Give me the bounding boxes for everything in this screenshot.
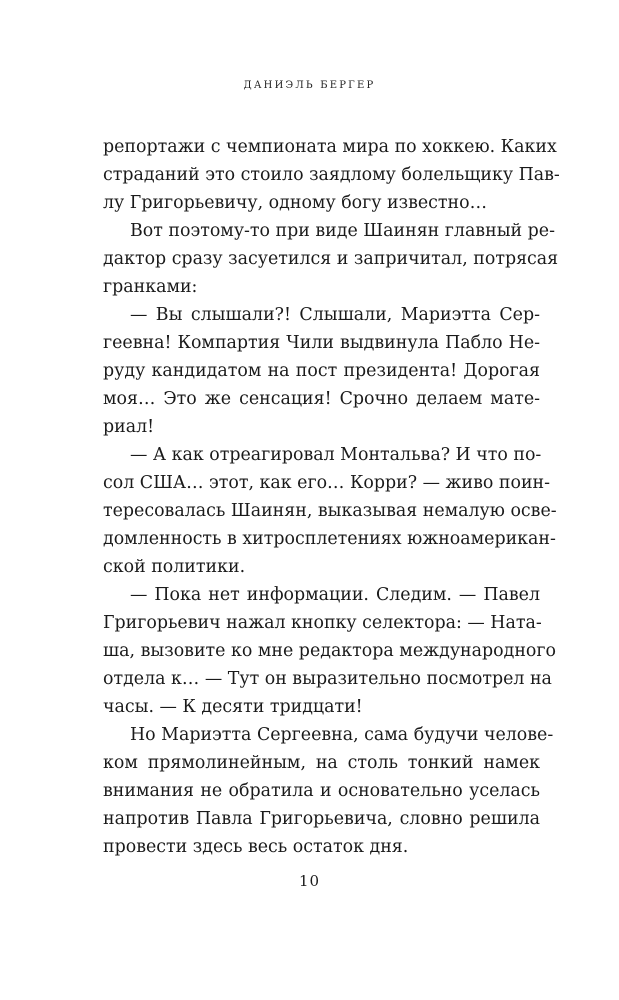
text-line: Но Мариэтта Сергеевна, сама будучи челове- — [130, 725, 554, 745]
text-line: страданий это стоило заядлому болельщику Пав- — [103, 165, 560, 185]
text-line: отдела к… — Тут он выразительно посмотрел на — [103, 669, 552, 689]
page-number: 10 — [298, 872, 321, 890]
text-line: Григорьевич нажал кнопку селектора: — Ната- — [103, 613, 542, 633]
text-line: ской политики. — [103, 557, 246, 577]
text-line: провести здесь весь остаток дня. — [103, 837, 409, 857]
running-head-author: ДАНИЭЛЬ БЕРГЕР — [243, 80, 376, 91]
text-line: домленность в хитросплетениях южноамерикан- — [103, 529, 556, 549]
text-line: часы. — К десяти тридцати! — [103, 697, 363, 717]
text-line: сол США… этот, как его… Корри? — живо поин- — [103, 473, 551, 493]
text-line: репортажи с чемпионата мира по хоккею. Каких — [103, 137, 557, 157]
text-line: напротив Павла Григорьевича, словно решила — [103, 809, 540, 829]
text-line: гранками: — [103, 277, 198, 297]
text-line: тересовалась Шаинян, выказывая немалую осве- — [103, 501, 557, 521]
text-line: ком прямолинейным, на столь тонкий намек — [103, 753, 540, 773]
text-line: геевна! Компартия Чили выдвинула Пабло Не- — [103, 333, 540, 353]
text-line: лу Григорьевичу, одному богу известно… — [103, 193, 487, 213]
text-line: моя… Это же сенсация! Срочно делаем мате- — [103, 389, 540, 409]
text-line: дактор сразу засуетился и запричитал, потрясая — [103, 249, 559, 269]
text-line: — А как отреагировал Монтальва? И что по- — [130, 445, 542, 465]
text-line: — Пока нет информации. Следим. — Павел — [130, 585, 540, 605]
text-line: внимания не обратила и основательно уселась — [103, 781, 540, 801]
text-line: руду кандидатом на пост президента! Дорогая — [103, 361, 540, 381]
text-line: ша, вызовите ко мне редактора международного — [103, 641, 556, 661]
text-line: риал! — [103, 417, 155, 437]
text-line: — Вы слышали?! Слышали, Мариэтта Сер- — [130, 305, 540, 325]
text-line: Вот поэтому-то при виде Шаинян главный ре- — [130, 221, 555, 241]
